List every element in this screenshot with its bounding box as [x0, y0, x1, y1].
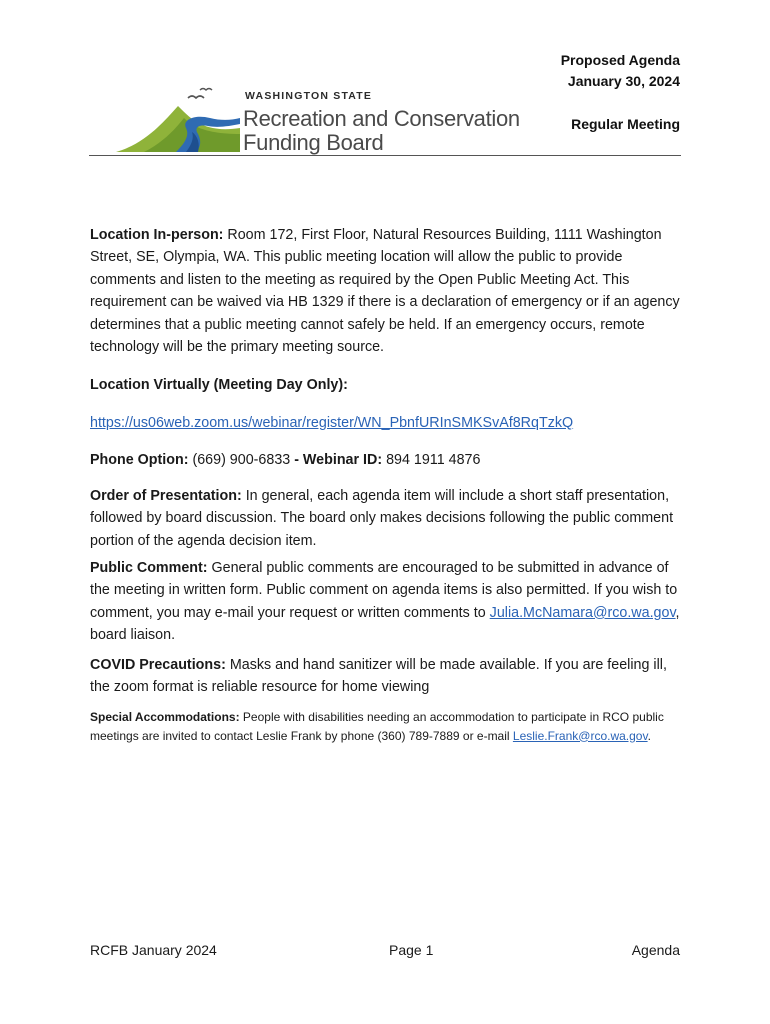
webinar-id: 894 1911 4876 — [382, 452, 481, 468]
special-label: Special Accommodations: — [90, 710, 240, 724]
zoom-link-line — [90, 412, 682, 434]
special-accommodations-paragraph — [90, 708, 682, 745]
covid-label: COVID Precautions: — [90, 657, 226, 673]
phone-number: (669) 900-6833 — [188, 452, 295, 468]
leslie-email-link[interactable]: Leslie.Frank@rco.wa.gov — [512, 728, 648, 743]
footer-page-number: Page 1 — [389, 942, 434, 958]
webinar-id-label: - Webinar ID: — [294, 452, 383, 468]
location-virtual-label: Location Virtually (Meeting Day Only): — [90, 377, 348, 393]
header-divider — [89, 155, 681, 156]
location-in-person-paragraph — [90, 224, 682, 358]
phone-option-line — [90, 449, 682, 471]
order-label: Order of Presentation: — [90, 488, 242, 504]
covid-paragraph — [90, 654, 682, 699]
julia-email-link[interactable]: Julia.McNamara@rco.wa.gov — [489, 604, 676, 621]
footer-right: Agenda — [631, 942, 680, 958]
location-in-person-text: Room 172, First Floor, Natural Resources Building, 1111 Washington Street, SE, Olympia, WA. This public meeting location will allow the public to provide comments and listen to the meeting as required by the Open Public Meeting Act. This requirement can be waived via HB 1329 if there is a declaration of emergency or if an agency determines that a public meeting cannot safely be held. If an emergency occurs, remote technology will be the primary meeting source. — [90, 227, 680, 356]
special-after: . — [647, 728, 651, 743]
footer-left: RCFB January 2024 — [90, 942, 217, 958]
phone-option-label: Phone Option: — [90, 452, 189, 468]
special-text: People with disabilities needing an accommodation to participate in RCO public meetings are invited to contact Leslie Frank by phone (360) 789-7889 or e-mail — [90, 710, 664, 743]
public-comment-text: General public comments are encouraged to be submitted in advance of the meeting in written form. Public comment on agenda items is also permitted. If you wish to comment, you may e-mail your request or written comments to — [90, 560, 678, 621]
header-meeting-type: Regular Meeting — [571, 116, 680, 132]
public-comment-paragraph — [90, 557, 682, 647]
logo-state-text: WASHINGTON STATE — [245, 90, 373, 102]
public-comment-label: Public Comment: — [90, 560, 208, 576]
public-comment-after: , board liaison. — [90, 604, 680, 644]
rcfb-logo — [114, 84, 520, 156]
location-virtual-heading — [90, 374, 682, 396]
order-of-presentation-paragraph — [90, 485, 682, 552]
order-text: In general, each agenda item will include a short staff presentation, followed by board discussion. The board only makes decisions following the public comment portion of the agenda decision item. — [90, 488, 674, 549]
location-in-person-label: Location In-person: — [90, 227, 224, 243]
header-proposed-agenda: Proposed Agenda — [560, 52, 680, 68]
logo-title-line2: Funding Board — [243, 130, 384, 155]
header-date: January 30, 2024 — [567, 73, 680, 89]
river-landscape-icon — [114, 84, 244, 156]
zoom-webinar-link[interactable]: https://us06web.zoom.us/webinar/register/WN_PbnfURInSMKSvAf8RqTzkQ — [90, 415, 574, 431]
logo-title-line1: Recreation and Conservation — [243, 106, 520, 131]
covid-text: Masks and hand sanitizer will be made available. If you are feeling ill, the zoom format is reliable resource for home viewing — [90, 657, 667, 696]
